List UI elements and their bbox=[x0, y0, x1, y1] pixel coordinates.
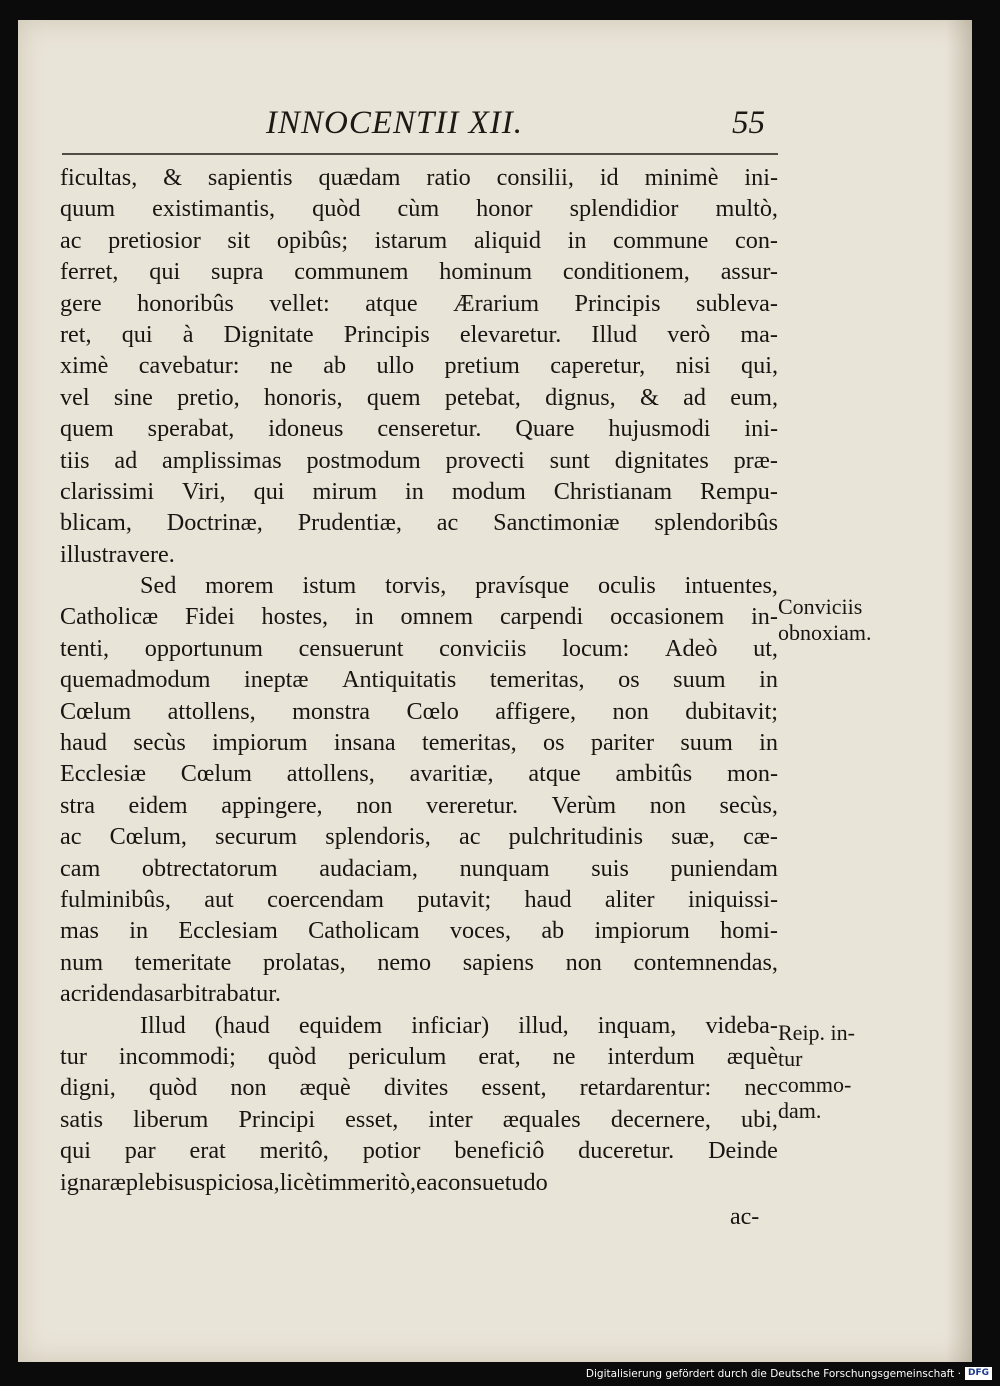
word: digni, bbox=[60, 1074, 116, 1102]
word: ne bbox=[269, 352, 293, 380]
page-edge-shadow bbox=[946, 20, 972, 1362]
word: id bbox=[599, 164, 619, 191]
word: ac bbox=[60, 823, 82, 851]
word: dignitates bbox=[614, 446, 709, 474]
word: os bbox=[618, 666, 640, 694]
word: tenti, bbox=[60, 634, 110, 662]
word: pravísque bbox=[475, 572, 570, 600]
word: in bbox=[567, 226, 587, 254]
word: quòd bbox=[267, 1042, 317, 1070]
word: os bbox=[543, 729, 565, 757]
word: (haud bbox=[214, 1011, 270, 1039]
text-line bbox=[60, 350, 778, 381]
word: atque bbox=[528, 760, 581, 788]
word: inficiar) bbox=[411, 1011, 490, 1039]
text-line bbox=[60, 915, 778, 946]
word: appingere, bbox=[221, 791, 323, 819]
word: arbitrabatur. bbox=[163, 980, 281, 1008]
word: assur- bbox=[720, 258, 778, 286]
word: clarissimi bbox=[60, 477, 155, 505]
word: provecti bbox=[445, 446, 525, 474]
word: Verùm bbox=[551, 791, 617, 819]
word: pretium bbox=[444, 352, 520, 380]
word: ac bbox=[60, 226, 82, 254]
word: Ecclesiam bbox=[178, 917, 278, 945]
word: consuetudo bbox=[437, 1168, 548, 1196]
text-line bbox=[60, 884, 778, 915]
word: haud bbox=[524, 885, 572, 913]
word: mas bbox=[60, 917, 99, 945]
text-line bbox=[60, 978, 778, 1009]
word: opibûs; bbox=[276, 226, 349, 254]
word: multò, bbox=[715, 195, 778, 223]
word: sit bbox=[227, 226, 251, 254]
word: immeritò, bbox=[321, 1168, 417, 1196]
word: istarum bbox=[374, 226, 448, 254]
word: ac bbox=[436, 509, 459, 537]
word: locum: bbox=[562, 634, 630, 662]
text-line bbox=[60, 1041, 778, 1072]
word: audaciam, bbox=[319, 854, 418, 882]
word: cavebatur: bbox=[138, 352, 240, 380]
word: omnem bbox=[400, 603, 474, 631]
word: vel bbox=[60, 383, 90, 411]
word: opportunum bbox=[144, 634, 263, 662]
marginal-note-line: Conviciis bbox=[778, 594, 863, 619]
word: Prudentiæ, bbox=[297, 509, 402, 537]
word: honoribûs bbox=[137, 289, 234, 317]
word: Antiquitatis bbox=[342, 666, 457, 694]
word: splendoris, bbox=[325, 823, 431, 851]
word: à bbox=[182, 320, 194, 348]
word: non bbox=[356, 791, 393, 819]
word: in bbox=[354, 603, 374, 631]
word: Catholicæ bbox=[60, 603, 159, 631]
text-line bbox=[60, 476, 778, 507]
word: mirum bbox=[312, 477, 378, 505]
word: ferret, bbox=[60, 258, 119, 286]
word: aut bbox=[204, 885, 234, 913]
word: æquè bbox=[726, 1042, 778, 1070]
word: præ- bbox=[733, 446, 778, 474]
word: ini- bbox=[744, 415, 778, 443]
word: Cœlum bbox=[180, 760, 252, 788]
running-head: INNOCENTII XII. bbox=[266, 105, 523, 141]
text-line bbox=[60, 225, 778, 256]
word: videba- bbox=[705, 1011, 778, 1039]
word: caperetur, bbox=[550, 352, 646, 380]
word: sapientis bbox=[207, 164, 293, 191]
word: qui, bbox=[741, 352, 778, 380]
word: carpendi bbox=[499, 603, 584, 631]
word: morem bbox=[205, 572, 274, 600]
word: essent, bbox=[481, 1074, 547, 1102]
word: ficultas, bbox=[60, 164, 138, 191]
word: ad bbox=[114, 446, 138, 474]
word: attollens, bbox=[167, 697, 256, 725]
word: ini- bbox=[744, 164, 778, 191]
word: Christianam bbox=[553, 477, 673, 505]
word: oculis bbox=[597, 572, 656, 600]
word: Principi bbox=[238, 1105, 316, 1133]
word: coercendam bbox=[267, 885, 384, 913]
word: interdum bbox=[607, 1042, 695, 1070]
word: quem bbox=[366, 383, 421, 411]
word: Ecclesiæ bbox=[60, 760, 146, 788]
word: æquè bbox=[299, 1074, 351, 1102]
word: insana bbox=[333, 729, 396, 757]
word: qui bbox=[149, 258, 181, 286]
word: ridendas bbox=[81, 980, 164, 1008]
text-line bbox=[60, 758, 778, 789]
word: ineptæ bbox=[244, 666, 309, 694]
word: consilii, bbox=[496, 164, 574, 191]
page-number: 55 bbox=[732, 105, 765, 141]
text-line bbox=[60, 507, 778, 538]
header-rule bbox=[62, 153, 778, 155]
word: beneficiô bbox=[454, 1137, 545, 1165]
word: Cœlum, bbox=[109, 823, 187, 851]
word: temeritas, bbox=[422, 729, 517, 757]
word: haud bbox=[60, 729, 108, 757]
word: erat, bbox=[478, 1042, 521, 1070]
word: pariter bbox=[590, 729, 655, 757]
word: occasionem bbox=[610, 603, 725, 631]
word: suspiciosa, bbox=[174, 1168, 280, 1196]
word: inter bbox=[428, 1105, 473, 1133]
word: non bbox=[612, 697, 649, 725]
word: illud, bbox=[518, 1011, 569, 1039]
word: verò bbox=[667, 320, 711, 348]
word: intuentes, bbox=[684, 572, 778, 600]
word: in- bbox=[751, 603, 778, 631]
word: conditionem, bbox=[562, 258, 690, 286]
word: prolatas, bbox=[263, 948, 346, 976]
text-line bbox=[60, 413, 778, 444]
word: voces, bbox=[449, 917, 512, 945]
word: suum bbox=[680, 729, 733, 757]
text-line bbox=[60, 382, 778, 413]
word: ab bbox=[323, 352, 347, 380]
word: nec bbox=[744, 1074, 778, 1102]
word: eidem bbox=[128, 791, 188, 819]
word: equidem bbox=[298, 1011, 383, 1039]
word: honoris, bbox=[263, 383, 343, 411]
word: supra bbox=[211, 258, 264, 286]
word: inquam, bbox=[597, 1011, 677, 1039]
word: istum bbox=[302, 572, 357, 600]
word: ma- bbox=[740, 320, 778, 348]
word: communem bbox=[294, 258, 409, 286]
word: avaritiæ, bbox=[409, 760, 494, 788]
word: temeritate bbox=[134, 948, 232, 976]
word: temeritas, bbox=[489, 666, 585, 694]
word: aliquid bbox=[473, 226, 541, 254]
word: & bbox=[163, 164, 182, 191]
word: hominum bbox=[439, 258, 533, 286]
word: qui bbox=[60, 1137, 91, 1165]
word: quum bbox=[60, 195, 116, 223]
word: illustravere. bbox=[60, 540, 175, 568]
word: sunt bbox=[549, 446, 590, 474]
word: impiorum bbox=[212, 729, 308, 757]
word: blicam, bbox=[60, 509, 132, 537]
word: honor bbox=[476, 195, 533, 223]
word: petebat, bbox=[444, 383, 521, 411]
word: affigere, bbox=[495, 697, 577, 725]
word: duceretur. bbox=[578, 1137, 675, 1165]
word: Adeò bbox=[665, 634, 718, 662]
word: minimè bbox=[644, 164, 719, 191]
word: liberum bbox=[133, 1105, 209, 1133]
word: in bbox=[129, 917, 149, 945]
word: Illud bbox=[591, 320, 638, 348]
text-line bbox=[60, 162, 778, 193]
word: non bbox=[649, 791, 686, 819]
text-line bbox=[60, 633, 778, 664]
word: Sed bbox=[140, 572, 177, 600]
text-line bbox=[60, 445, 778, 476]
text-line bbox=[60, 727, 778, 758]
word: Dignitate bbox=[223, 320, 314, 348]
marginal-note-reip bbox=[778, 1020, 855, 1124]
marginal-note-conviciis bbox=[778, 594, 872, 646]
word: existimantis, bbox=[152, 195, 276, 223]
word: attollens, bbox=[286, 760, 375, 788]
text-line bbox=[60, 193, 778, 224]
word: stra bbox=[60, 791, 95, 819]
word: potior bbox=[362, 1137, 421, 1165]
word: hujusmodi bbox=[608, 415, 711, 443]
word: nemo bbox=[377, 948, 432, 976]
word: splendidior bbox=[569, 195, 679, 223]
word: sperabat, bbox=[147, 415, 235, 443]
word: vellet: bbox=[269, 289, 330, 317]
word: conviciis bbox=[439, 634, 527, 662]
word: divites bbox=[383, 1074, 449, 1102]
word: qui bbox=[121, 320, 153, 348]
text-line bbox=[60, 570, 778, 601]
word: sine bbox=[113, 383, 153, 411]
word: ea bbox=[416, 1168, 438, 1196]
word: Viri, bbox=[182, 477, 226, 505]
word: in bbox=[759, 729, 778, 757]
word: decernere, bbox=[610, 1105, 711, 1133]
word: puniendam bbox=[670, 854, 778, 882]
word: censeretur. bbox=[377, 415, 482, 443]
word: Cœlo bbox=[406, 697, 459, 725]
word: eum, bbox=[730, 383, 778, 411]
word: qui bbox=[253, 477, 285, 505]
word: ambitûs bbox=[615, 760, 693, 788]
word: ne bbox=[552, 1042, 576, 1070]
word: tur bbox=[60, 1042, 87, 1070]
word: nisi bbox=[675, 352, 711, 380]
word: mon- bbox=[726, 760, 778, 788]
word: Rempu- bbox=[700, 477, 778, 505]
word: postmodum bbox=[306, 446, 421, 474]
word: atque bbox=[365, 289, 418, 317]
text-line bbox=[60, 853, 778, 884]
word: amplissimas bbox=[162, 446, 282, 474]
marginal-note-line: tur bbox=[778, 1046, 803, 1071]
word: suum bbox=[673, 666, 726, 694]
marginal-note-line: obnoxiam. bbox=[778, 620, 872, 645]
text-line bbox=[60, 1072, 778, 1103]
text-line bbox=[60, 1010, 778, 1041]
word: Sanctimoniæ bbox=[493, 509, 620, 537]
text-line bbox=[60, 256, 778, 287]
word: torvis, bbox=[385, 572, 447, 600]
word: periculum bbox=[348, 1042, 447, 1070]
word: iniquissi- bbox=[687, 885, 778, 913]
text-line bbox=[60, 1135, 778, 1166]
word: Fidei bbox=[184, 603, 235, 631]
word: meritô, bbox=[259, 1137, 329, 1165]
text-line bbox=[60, 790, 778, 821]
word: cam bbox=[60, 854, 101, 882]
word: dubitavit; bbox=[685, 697, 778, 725]
word: hostes, bbox=[261, 603, 329, 631]
word: Illud bbox=[140, 1011, 186, 1039]
word: non bbox=[565, 948, 602, 976]
word: plebi bbox=[125, 1168, 175, 1196]
word: in bbox=[759, 666, 778, 694]
word: erat bbox=[189, 1137, 226, 1165]
word: ab bbox=[541, 917, 565, 945]
word: ad bbox=[683, 383, 706, 411]
text-line bbox=[60, 288, 778, 319]
book-page bbox=[18, 20, 972, 1362]
marginal-note-line: dam. bbox=[778, 1098, 822, 1123]
word: Principis bbox=[343, 320, 430, 348]
marginal-note-line: commo- bbox=[778, 1072, 852, 1097]
word: Deinde bbox=[708, 1137, 778, 1165]
marginal-note-line: Reip. in- bbox=[778, 1020, 855, 1045]
word: gere bbox=[60, 289, 102, 317]
word: secùs, bbox=[719, 791, 778, 819]
word: suæ, bbox=[671, 823, 715, 851]
word: pretio, bbox=[177, 383, 240, 411]
word: Catholicam bbox=[308, 917, 420, 945]
word: ac bbox=[60, 980, 82, 1008]
word: impiorum bbox=[594, 917, 690, 945]
word: æquales bbox=[502, 1105, 581, 1133]
word: & bbox=[640, 383, 659, 411]
word: modum bbox=[451, 477, 526, 505]
word: putavit; bbox=[417, 885, 492, 913]
word: esset, bbox=[345, 1105, 399, 1133]
text-line bbox=[60, 1104, 778, 1135]
text-line bbox=[60, 539, 778, 570]
word: retardarentur: bbox=[579, 1074, 712, 1102]
word: pulchritudinis bbox=[508, 823, 643, 851]
word: con- bbox=[735, 226, 778, 254]
word: elevaretur. bbox=[459, 320, 562, 348]
word: fulminibûs, bbox=[60, 885, 171, 913]
word: quemadmodum bbox=[60, 666, 211, 694]
word: contemnendas, bbox=[633, 948, 778, 976]
word: aliter bbox=[604, 885, 655, 913]
word: splendoribûs bbox=[654, 509, 778, 537]
word: suis bbox=[591, 854, 629, 882]
word: in bbox=[405, 477, 424, 505]
word: cæ- bbox=[743, 823, 778, 851]
word: sapiens bbox=[462, 948, 534, 976]
word: Quare bbox=[515, 415, 575, 443]
word: tiis bbox=[60, 446, 90, 474]
text-line bbox=[60, 1167, 778, 1198]
word: nunquam bbox=[459, 854, 550, 882]
footer-credit: Digitalisierung gefördert durch die Deutsche Forschungsgemeinschaft · bbox=[585, 1367, 961, 1380]
word: par bbox=[124, 1137, 156, 1165]
word: ut, bbox=[753, 634, 778, 662]
text-line bbox=[60, 947, 778, 978]
text-line bbox=[60, 664, 778, 695]
word: monstra bbox=[292, 697, 371, 725]
text-line bbox=[60, 696, 778, 727]
word: ret, bbox=[60, 320, 92, 348]
catchword: ac- bbox=[730, 1204, 760, 1230]
digitization-footer bbox=[586, 1367, 992, 1380]
word: Principis bbox=[574, 289, 661, 317]
word: quædam bbox=[318, 164, 401, 191]
word: ullo bbox=[376, 352, 415, 380]
word: homi- bbox=[720, 917, 778, 945]
word: sublevа- bbox=[696, 289, 778, 317]
word: licèt bbox=[279, 1168, 322, 1196]
word: quem bbox=[60, 415, 114, 443]
word: cùm bbox=[397, 195, 440, 223]
word: pretiosior bbox=[108, 226, 201, 254]
word: ximè bbox=[60, 352, 109, 380]
word: vereretur. bbox=[426, 791, 519, 819]
word: dignus, bbox=[545, 383, 616, 411]
word: Cœlum bbox=[60, 697, 132, 725]
word: Ærarium bbox=[453, 289, 540, 317]
word: ignaræ bbox=[60, 1168, 126, 1196]
word: idoneus bbox=[268, 415, 344, 443]
word: ratio bbox=[426, 164, 471, 191]
body-text bbox=[60, 162, 778, 1198]
word: quòd bbox=[312, 195, 361, 223]
dfg-logo-icon: DFG bbox=[965, 1367, 992, 1380]
text-line bbox=[60, 319, 778, 350]
word: Doctrinæ, bbox=[166, 509, 263, 537]
text-line bbox=[60, 601, 778, 632]
word: non bbox=[230, 1074, 267, 1102]
word: obtrectatorum bbox=[141, 854, 278, 882]
word: num bbox=[60, 948, 104, 976]
word: ubi, bbox=[740, 1105, 778, 1133]
text-line bbox=[60, 821, 778, 852]
word: quòd bbox=[148, 1074, 198, 1102]
word: incommodi; bbox=[118, 1042, 236, 1070]
word: securum bbox=[215, 823, 298, 851]
word: secùs bbox=[133, 729, 186, 757]
word: censuerunt bbox=[298, 634, 404, 662]
word: satis bbox=[60, 1105, 104, 1133]
word: ac bbox=[458, 823, 481, 851]
word: commune bbox=[613, 226, 709, 254]
